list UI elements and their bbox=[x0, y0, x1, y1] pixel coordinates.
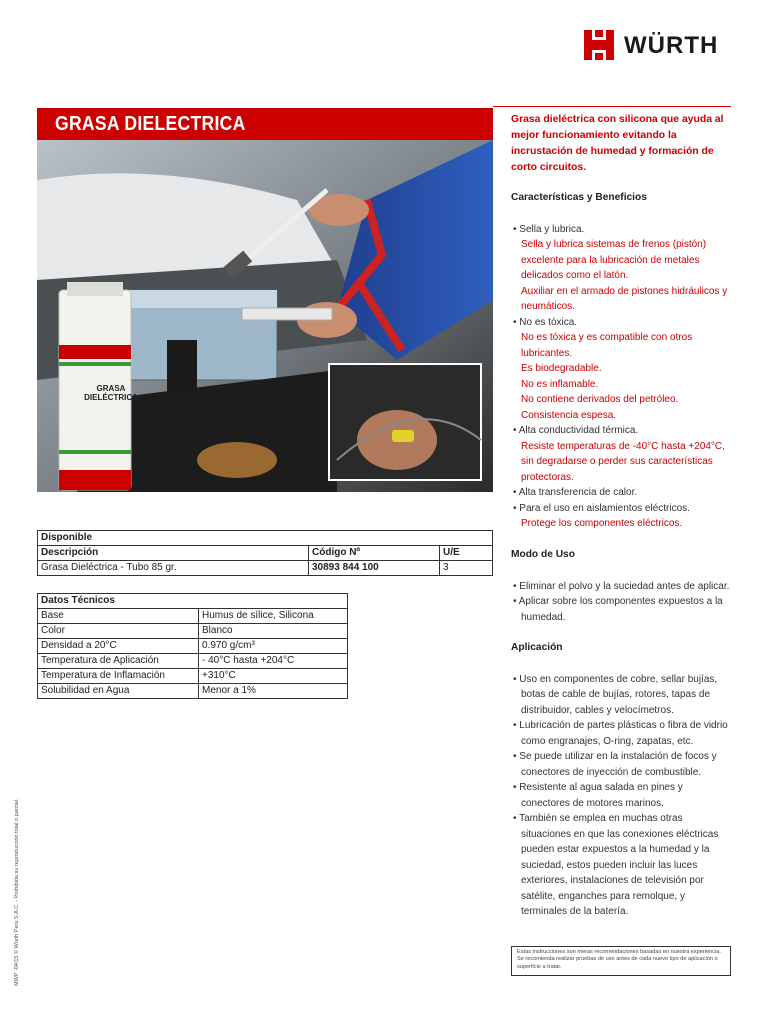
intro-text: Grasa dieléctrica con silicona que ayuda al mejor funcionamiento evitando la incrustación de humedad y formación de corto circuitos. bbox=[511, 114, 724, 173]
tech-data-table bbox=[37, 593, 348, 699]
wurth-logo bbox=[584, 30, 734, 62]
feature-bullet: • No es tóxica. bbox=[513, 316, 578, 328]
table-cell: Base bbox=[38, 609, 199, 624]
title-bar bbox=[37, 108, 493, 140]
table-cell: 30893 844 100 bbox=[309, 561, 440, 576]
disclaimer-box: Estas instrucciones son meras recomendaciones basadas en nuestra experiencia. Se recomienda realizar pruebas de uso antes de cada nuevo tipo de aplicación o superficie a tratar. bbox=[511, 946, 731, 976]
table-cell: +310°C bbox=[199, 669, 348, 684]
column-header: U/E bbox=[440, 546, 493, 561]
table-row bbox=[38, 546, 493, 561]
features-heading: Características y Beneficios bbox=[511, 192, 647, 203]
feature-detail: Sella y lubrica sistemas de frenos (pistón) excelente para la lubricación de metales delicados como el latón. bbox=[521, 239, 707, 281]
application-item: • Lubricación de partes plásticas o fibra de vidrio como engranajes, O-ring, zapatas, etc. bbox=[513, 720, 728, 747]
product-photo bbox=[37, 140, 493, 492]
usage-heading: Modo de Uso bbox=[511, 549, 575, 560]
brand-name: WÜRTH bbox=[624, 32, 719, 59]
feature-detail: Resiste temperaturas de -40°C hasta +204°C, sin degradarse o perder sus características protectoras. bbox=[521, 440, 725, 483]
feature-detail: No es tóxica y es compatible con otros lubricantes. bbox=[521, 332, 693, 359]
application-section bbox=[511, 640, 733, 920]
table-row bbox=[38, 594, 348, 609]
table-row bbox=[38, 609, 348, 624]
feature-bullet: • Alta transferencia de calor. bbox=[513, 487, 638, 498]
feature-detail: Protege los componentes eléctricos. bbox=[521, 518, 683, 529]
table-cell: Solubilidad en Agua bbox=[38, 684, 199, 699]
application-item: • Resistente al agua salada en pines y conectores de motores marinos. bbox=[513, 782, 683, 809]
features-section bbox=[511, 190, 733, 532]
tech-heading: Datos Técnicos bbox=[38, 594, 348, 609]
feature-detail: Auxiliar en el armado de pistones hidráulicos y neumáticos. bbox=[521, 285, 728, 312]
availability-table bbox=[37, 530, 493, 576]
feature-detail: Consistencia espesa. bbox=[521, 409, 617, 421]
feature-bullet: • Alta conductividad térmica. bbox=[513, 425, 639, 436]
table-row bbox=[38, 684, 348, 699]
feature-bullet: • Para el uso en aislamientos eléctricos. bbox=[513, 502, 690, 514]
table-cell: Humus de sílice, Silicona bbox=[199, 609, 348, 624]
page-title: GRASA DIELECTRICA bbox=[55, 113, 246, 135]
table-cell: 0.970 g/cm³ bbox=[199, 639, 348, 654]
table-cell: Blanco bbox=[199, 624, 348, 639]
table-cell: Densidad a 20°C bbox=[38, 639, 199, 654]
availability-heading: Disponible bbox=[38, 531, 493, 546]
table-cell: Temperatura de Aplicación bbox=[38, 654, 199, 669]
usage-item: • Eliminar el polvo y la suciedad antes de aplicar. bbox=[513, 580, 730, 592]
features-list bbox=[511, 222, 733, 532]
column-header: Código Nº bbox=[309, 546, 440, 561]
usage-section bbox=[511, 547, 733, 625]
table-cell: - 40°C hasta +204°C bbox=[199, 654, 348, 669]
tube-label-line2: DIELÉCTRICA bbox=[84, 393, 138, 402]
table-cell: Color bbox=[38, 624, 199, 639]
application-heading: Aplicación bbox=[511, 642, 563, 653]
copyright-sidebar: MWP -04/15 © Würth Perú S.A.C. - Prohibida su reproducción total o parcial. bbox=[14, 798, 20, 986]
header-rule bbox=[493, 106, 731, 107]
application-item: • También se emplea en muchas otras situaciones en que las conexiones eléctricas pueden estar expuestos a la humedad y la suciedad, estos pueden incluir las luces exteriores, instalaciones de televisión por satélite, enganches para remolque, y terminales de la batería. bbox=[513, 813, 719, 917]
application-item: • Se puede utilizar en la instalación de focos y conectores de inyección de combustible. bbox=[513, 751, 717, 778]
table-row bbox=[38, 561, 493, 576]
feature-detail: No es inflamable. bbox=[521, 378, 599, 390]
application-item: • Uso en componentes de cobre, sellar bujías, botas de cable de bujías, rotores, tapas de distribuidor, cables y velocímetros. bbox=[513, 673, 718, 716]
table-cell: Menor a 1% bbox=[199, 684, 348, 699]
feature-detail: Es biodegradable. bbox=[521, 363, 602, 374]
tube-label-line1: GRASA bbox=[96, 384, 126, 393]
table-row bbox=[38, 639, 348, 654]
table-row bbox=[38, 531, 493, 546]
table-cell: Grasa Dieléctrica - Tubo 85 gr. bbox=[38, 561, 309, 576]
table-cell: 3 bbox=[440, 561, 493, 576]
wurth-logo-mark-icon bbox=[584, 30, 614, 60]
feature-detail: No contiene derivados del petróleo. bbox=[521, 394, 679, 405]
table-row bbox=[38, 669, 348, 684]
feature-bullet: • Sella y lubrica. bbox=[513, 223, 585, 235]
table-cell: Temperatura de Inflamación bbox=[38, 669, 199, 684]
column-header: Descripción bbox=[38, 546, 309, 561]
usage-item: • Aplicar sobre los componentes expuestos a la humedad. bbox=[513, 596, 723, 623]
table-row bbox=[38, 654, 348, 669]
table-row bbox=[38, 624, 348, 639]
